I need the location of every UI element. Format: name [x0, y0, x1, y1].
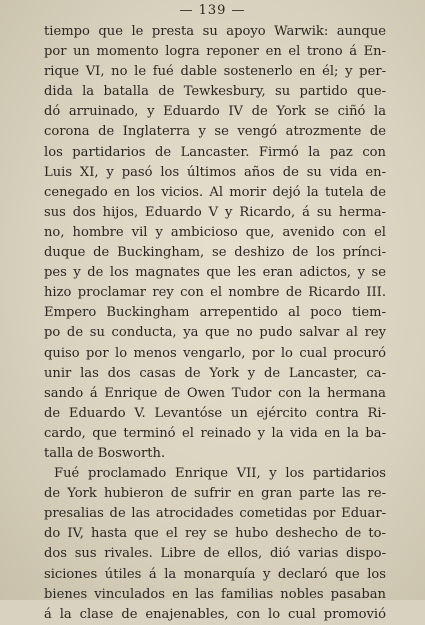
text-line: po de su conducta, ya que no pudo salvar al rey [44, 325, 386, 341]
text-line: de Eduardo V. Levantóse un ejército contra Ri- [44, 405, 386, 421]
text-line: quiso por lo menos vengarlo, por lo cual procuró [44, 345, 386, 361]
text-line: rique VI, no le fué dable sostenerlo en él; y per- [44, 64, 386, 80]
text-line: bienes vinculados en las familias nobles pasaban [44, 586, 386, 602]
text-line: de York hubieron de sufrir en gran parte las re- [44, 486, 386, 502]
page-number: — 139 — [179, 3, 246, 18]
text-line: pes y de los magnates que les eran adictos, y se [44, 265, 386, 281]
text-line: sus dos hijos, Eduardo V y Ricardo, á su herma- [44, 204, 386, 220]
text-line: hizo proclamar rey con el nombre de Ricardo III. [44, 285, 386, 301]
text-line: dos sus rivales. Libre de ellos, dió varias dispo- [44, 546, 386, 562]
text-line: duque de Buckingham, se deshizo de los prínci- [44, 245, 386, 261]
text-line: cenegado en los vicios. Al morir dejó la tutela de [44, 184, 386, 200]
text-line: presalias de las atrocidades cometidas por Eduar- [44, 506, 386, 522]
text-line: siciones útiles á la monarquía y declaró que los [44, 566, 386, 582]
text-line: por un momento logra reponer en el trono á En- [44, 44, 386, 60]
text-line: sando á Enrique de Owen Tudor con la hermana [44, 385, 386, 401]
text-line: Fué proclamado Enrique VII, y los partidarios [54, 466, 386, 482]
text-line: tiempo que le presta su apoyo Warwik: aunque [44, 24, 386, 39]
text-line: cardo, que terminó el reinado y la vida en la ba- [44, 425, 386, 441]
text-line: los partidarios de Lancaster. Firmó la paz con [44, 144, 386, 160]
text-line: no, hombre vil y ambicioso que, avenido con el [44, 224, 386, 240]
text-line: Luis XI, y pasó los últimos años de su vida en- [44, 164, 386, 180]
text-line: Empero Buckingham arrepentido al poco tiem- [44, 305, 386, 321]
text-line: unir las dos casas de York y de Lancaster, ca- [44, 365, 386, 381]
text-line: talla de Bosworth. [44, 445, 166, 461]
text-line: á la clase de enajenables, con lo cual promovió [44, 606, 386, 622]
text-line: corona de Inglaterra y se vengó atrozmente de [44, 124, 386, 140]
text-line: dida la batalla de Tewkesbury, su partido que- [44, 84, 386, 100]
body-text [44, 22, 386, 625]
text-line: dó arruinado, y Eduardo IV de York se ciñó la [44, 104, 386, 120]
text-line: do IV, hasta que el rey se hubo deshecho de to- [44, 526, 386, 542]
